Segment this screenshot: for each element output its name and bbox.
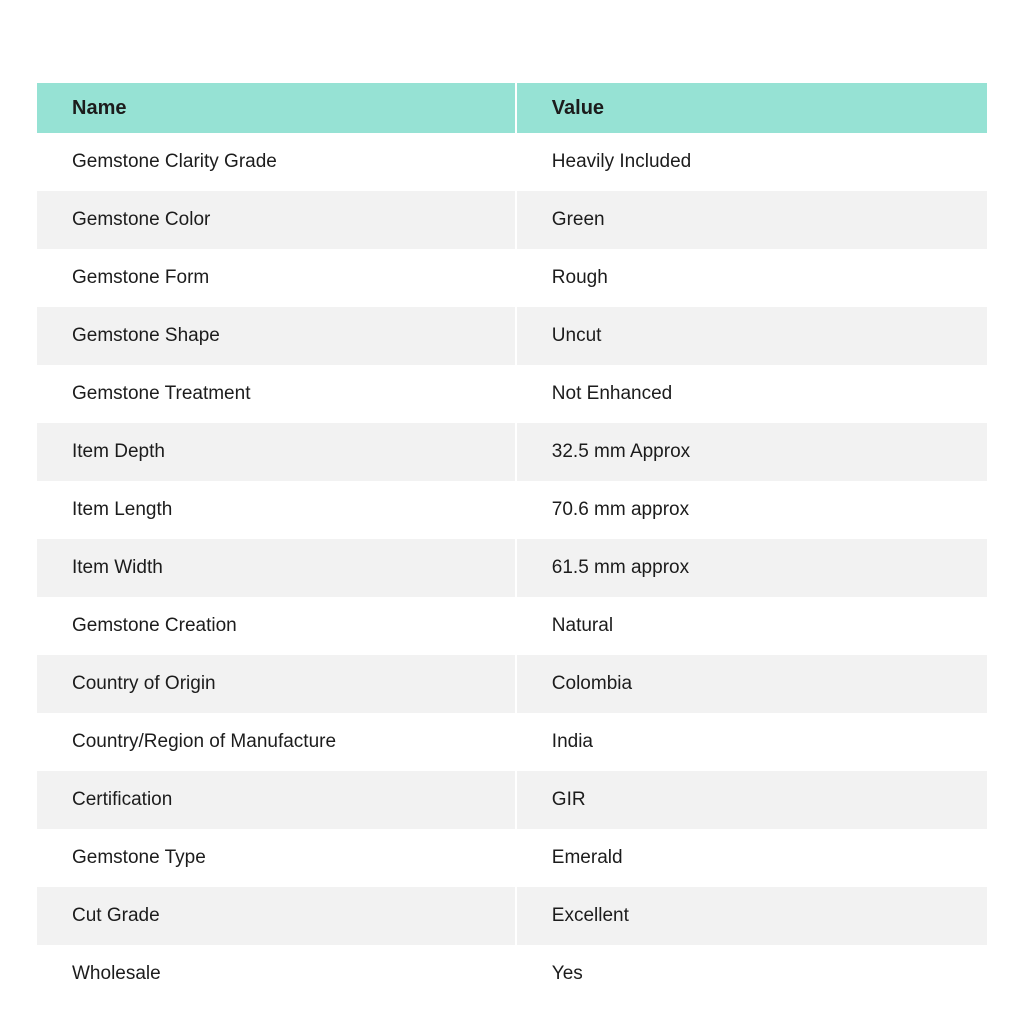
spec-value-cell: 61.5 mm approx [516, 539, 987, 597]
spec-value-cell: 32.5 mm Approx [516, 423, 987, 481]
spec-value-cell: 70.6 mm approx [516, 481, 987, 539]
table-row [37, 539, 987, 597]
spec-name-cell: Wholesale [37, 945, 516, 1003]
spec-value-cell: Excellent [516, 887, 987, 945]
table-row [37, 655, 987, 713]
spec-name-cell: Country/Region of Manufacture [37, 713, 516, 771]
spec-value-cell: Green [516, 191, 987, 249]
spec-value-cell: Colombia [516, 655, 987, 713]
spec-name-cell: Country of Origin [37, 655, 516, 713]
spec-value-cell: India [516, 713, 987, 771]
spec-value-cell: Not Enhanced [516, 365, 987, 423]
table-row [37, 597, 987, 655]
spec-name-cell: Item Depth [37, 423, 516, 481]
table-row [37, 191, 987, 249]
header-cell-value: Value [516, 83, 987, 133]
spec-value-cell: Natural [516, 597, 987, 655]
table-row [37, 307, 987, 365]
table-row [37, 423, 987, 481]
spec-value-cell: GIR [516, 771, 987, 829]
table-row [37, 249, 987, 307]
spec-name-cell: Gemstone Form [37, 249, 516, 307]
spec-table [37, 83, 987, 1003]
spec-name-cell: Certification [37, 771, 516, 829]
table-row [37, 771, 987, 829]
spec-name-cell: Gemstone Treatment [37, 365, 516, 423]
table-row [37, 713, 987, 771]
spec-name-cell: Gemstone Creation [37, 597, 516, 655]
spec-name-cell: Gemstone Type [37, 829, 516, 887]
spec-name-cell: Cut Grade [37, 887, 516, 945]
header-cell-name: Name [37, 83, 516, 133]
table-row [37, 829, 987, 887]
table-row [37, 481, 987, 539]
table-row [37, 887, 987, 945]
table-row [37, 945, 987, 1003]
spec-value-cell: Uncut [516, 307, 987, 365]
spec-name-cell: Item Width [37, 539, 516, 597]
spec-value-cell: Emerald [516, 829, 987, 887]
spec-table-body [37, 133, 987, 1003]
spec-table-header [37, 83, 987, 133]
header-row [37, 83, 987, 133]
spec-name-cell: Gemstone Color [37, 191, 516, 249]
table-row [37, 365, 987, 423]
spec-name-cell: Gemstone Clarity Grade [37, 133, 516, 191]
spec-name-cell: Gemstone Shape [37, 307, 516, 365]
spec-value-cell: Yes [516, 945, 987, 1003]
spec-value-cell: Heavily Included [516, 133, 987, 191]
spec-name-cell: Item Length [37, 481, 516, 539]
spec-value-cell: Rough [516, 249, 987, 307]
table-row [37, 133, 987, 191]
